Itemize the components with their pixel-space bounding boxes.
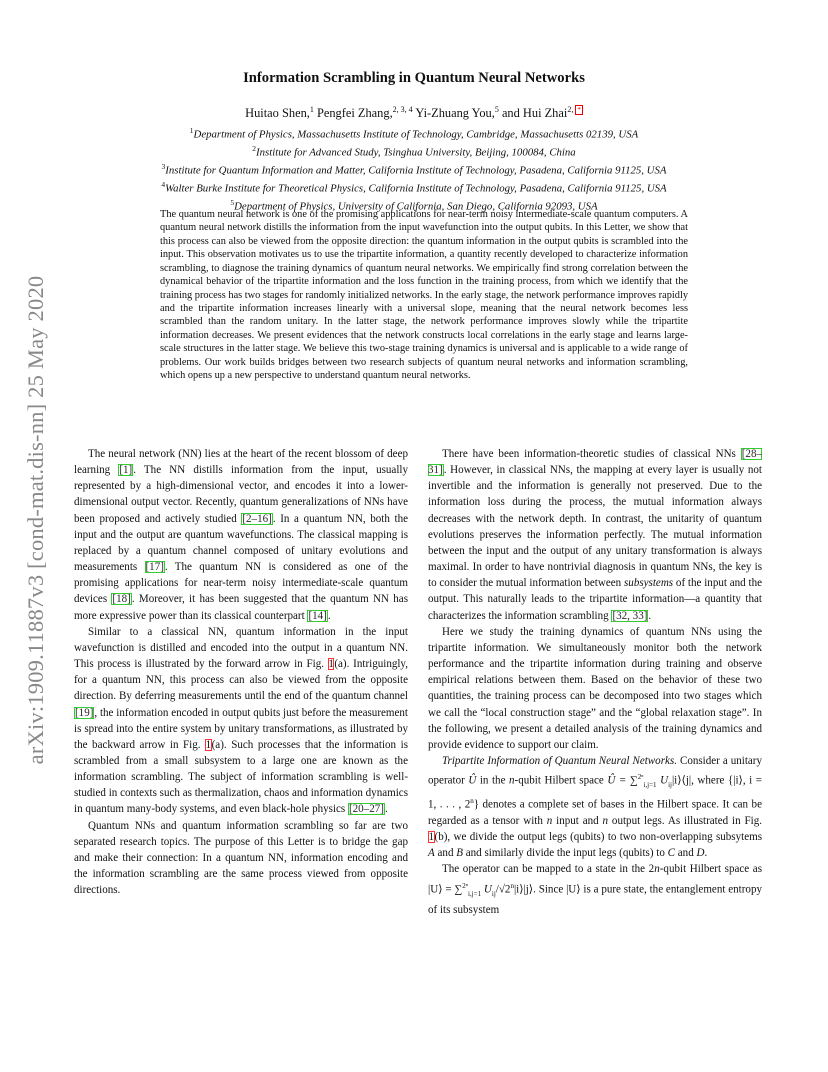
left-column <box>74 446 408 898</box>
section-heading: Tripartite Information of Quantum Neural Networks. <box>442 754 677 767</box>
paragraph: The operator can be mapped to a state in the 2n-qubit Hilbert space as |U⟩ = ∑$^{2^n}_{i,j=1}$ $U_{ij}/√2^n|i⟩|j⟩$. Since |U⟩ is a pure state, the entanglement entropy of its subsystem <box>428 863 763 916</box>
arxiv-side-stamp <box>18 210 54 830</box>
right-column <box>428 446 762 918</box>
citation-link[interactable]: [17] <box>145 561 164 574</box>
corresponding-author-link[interactable]: * <box>577 106 581 114</box>
abstract: The quantum neural network is one of the promising applications for near-term noisy intermediate-scale quantum computers. A quantum neural network distills the information from the input wavefunction into the output qubits. In this Letter, we show that this process can also be viewed from the opposite direction: the quantum information in the output qubits is scrambled into the input. This observation motivates us to use the tripartite information, a quantity recently developed to characterize information scrambling, to diagnose the training dynamics of quantum neural networks. We empirically find strong correlation between the dynamical behavior of the tripartite information and the loss function in the training process, from which we identify that the training process has two stages for randomly initialized networks. In the early stage, the network performance improves rapidly and the tripartite information increases linearly with a universal slope, meaning that the neural network becomes less scrambled than the random unitary. In the latter stage, the network performance improves slowly while the tripartite information decreases. We present evidences that the network constructs local correlations in the early stage and learns large-scale structures in the latter stage. We believe this two-stage training dynamics is universal and is applicable to a wide range of problems. Our work builds bridges between two research subjects of quantum neural networks and information scrambling, which opens up a new perspective to understand quantum neural networks. <box>160 209 688 382</box>
affiliation: $^4$Walter Burke Institute for Theoretical Physics, California Institute of Technology, Pasadena, California 91125, USA <box>161 180 667 195</box>
figure-link[interactable]: 1 <box>328 658 334 671</box>
citation-link[interactable]: [1] <box>119 464 133 477</box>
citation-link[interactable]: [14] <box>308 609 327 622</box>
affiliation: $^1$Department of Physics, Massachusetts Institute of Technology, Cambridge, Massachusetts 02139, USA <box>189 126 639 141</box>
paragraph: There have been information-theoretic studies of classical NNs [28–31]. However, in classical NNs, the mapping at every layer is usually not invertible and the information is generally not preserved. Due to the information loss during the process, the mutual information always decreases with the network depth. In contrast, the unitarity of quantum evolutions preserves the information perfectly. The mutual information between the input and the output of any unitary transformation is always maximal. In order to have nontrivial diagnosis in quantum NNs, the key is to consider the mutual information between subsystems of the input and the output. This naturally leads to the tripartite information—a quantity that characterizes the information scrambling [32, 33]. <box>428 448 762 622</box>
author-affil-sup: 5 <box>494 105 499 114</box>
citation-link[interactable]: [28–31] <box>428 448 762 477</box>
paragraph: Similar to a classical NN, quantum information in the input wavefunction is distilled and encoded into the output in a quantum NN. This process is illustrated by the forward arrow in Fig. 1(a). Intriguingly, for a quantum NN, this process can also be viewed from the opposite direction. By deferring measurements until the end of the quantum channel [19], the information encoded in output qubits just before the measurement is spread into the entire system by unitary transformations, as illustrated by the backward arrow in Fig. 1(a). Such processes that the information is scrambled from a small subsystem to a large one are known as the information scrambling. The subject of information scrambling is well-studied in contexts such as thermalization, chaos and information dynamics in quantum many-body systems, and even black-hole physics [20–27]. <box>74 625 408 816</box>
citation-link[interactable]: [2–16] <box>242 512 272 525</box>
paragraph: The neural network (NN) lies at the heart of the recent blossom of deep learning [1]. The NN distills information from the input, usually represented by a high-dimensional vector, and encodes it into a lower-dimensional output vector. Recently, quantum generalizations of NNs have been proposed and actively studied [2–16]. In a quantum NN, both the input and the output are quantum wavefunctions. The classical mapping is replaced by a quantum channel composed of unitary evolutions and measurements [17]. The quantum NN is considered as one of the promising applications for near-term noisy intermediate-scale quantum devices [18]. Moreover, it has been suggested that the quantum NN has more expressive power than its classical counterpart [14]. <box>74 448 409 622</box>
affiliation: $^3$Institute for Quantum Information and Matter, California Institute of Technology, Pasadena, California 91125, USA <box>161 162 667 177</box>
paragraph: Tripartite Information of Quantum Neural Networks. Consider a unitary operator Û in the n-qubit Hilbert space Û = ∑$^{2^n}_{i,j=1}$ $U_{ij}|i⟩⟨j|$, where {|i⟩, i = 1, . . . , 2$^n$} denotes a complete set of bases in the Hilbert space. It can be regarded as a tensor with n input and n output legs. As illustrated in Fig. 1(b), we divide the output legs (qubits) to two non-overlapping subsytems A and B and similarly divide the input legs (qubits) to C and D. <box>428 754 763 860</box>
citation-link[interactable]: [18] <box>112 593 131 606</box>
paragraph: Here we study the training dynamics of quantum NNs using the tripartite information. We simultaneously monitor both the network performance and the tripartite information during training and observe empirical relations between them. Based on the behavior of these two quantities, the training process can be decomposed into two stages which we call the “local construction stage” and the “global relaxation stage”. In the following, we present a detailed analysis of the training dynamics and provide evidence to support our claim. <box>428 625 762 751</box>
paper-title: Information Scrambling in Quantum Neural Networks <box>243 70 585 86</box>
author-name: Yi-Zhuang You, <box>415 106 495 121</box>
affiliation: $^2$Institute for Advanced Study, Tsinghua University, Beijing, 100084, China <box>252 144 576 159</box>
emphasis: subsystems <box>624 577 674 590</box>
citation-link[interactable]: [19] <box>75 706 94 719</box>
author-name: and Hui Zhai <box>501 106 568 121</box>
affiliation-list <box>0 124 828 214</box>
paragraph: Quantum NNs and quantum information scrambling so far are two separated research topics. The purpose of this Letter is to bridge the gap and make their connection: In a quantum NN, information encoding and the information scrambling are the same process viewed from opposite directions. <box>74 819 408 897</box>
author-affil-sup: 2, 3, 4 <box>392 105 413 114</box>
author-affil-sup: 2, * <box>567 105 581 114</box>
arxiv-identifier: arXiv:1909.11887v3 [cond-mat.dis-nn] 25 May 2020 <box>23 275 48 765</box>
author-affil-sup: 1 <box>309 105 314 114</box>
figure-link[interactable]: 1 <box>205 738 212 751</box>
citation-link[interactable]: [32, 33] <box>612 609 648 622</box>
author-name: Huitao Shen, <box>245 106 310 121</box>
citation-link[interactable]: [20–27] <box>348 803 384 816</box>
author-list <box>0 105 828 121</box>
figure-link[interactable]: 1 <box>428 831 435 844</box>
affiliation: $^5$Department of Physics, University of California, San Diego, California 92093, USA <box>230 198 598 213</box>
author-name: Pengfei Zhang, <box>316 106 393 121</box>
